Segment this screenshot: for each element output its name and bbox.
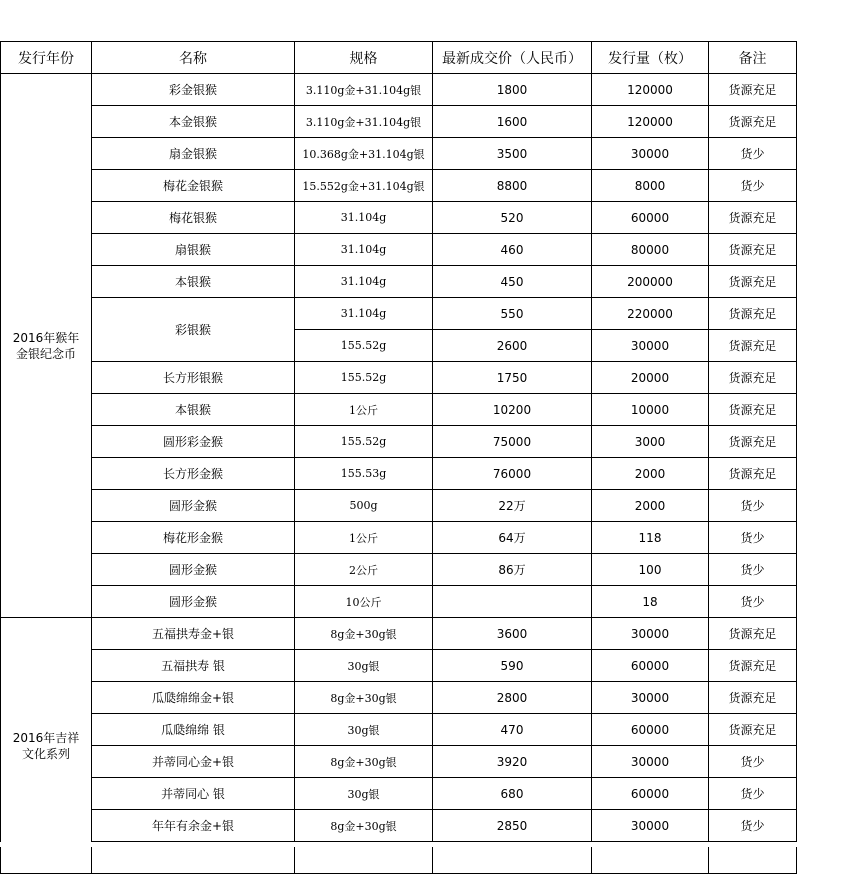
spec-cell: 8g金+30g银 <box>295 618 433 650</box>
coin-name-cell: 梅花形金猴 <box>92 522 295 554</box>
price-cell: 3500 <box>433 138 592 170</box>
spec-cell: 30g银 <box>295 714 433 746</box>
note-cell: 货源充足 <box>709 106 797 138</box>
quantity-cell: 8000 <box>592 170 709 202</box>
table-row <box>1 138 797 170</box>
quantity-cell: 100 <box>592 554 709 586</box>
price-cell: 86万 <box>433 554 592 586</box>
table-row <box>1 394 797 426</box>
coin-name-cell: 彩金银猴 <box>92 74 295 106</box>
table-row <box>1 746 797 778</box>
price-cell: 1600 <box>433 106 592 138</box>
spec-cell: 30g银 <box>295 650 433 682</box>
coin-name-cell: 本银猴 <box>92 394 295 426</box>
quantity-cell: 60000 <box>592 202 709 234</box>
table-row <box>1 74 797 106</box>
note-cell: 货少 <box>709 554 797 586</box>
quantity-cell: 18 <box>592 586 709 618</box>
price-cell: 10200 <box>433 394 592 426</box>
year-group-line2: 金银纪念币 <box>15 346 76 361</box>
year-group-cell <box>1 618 92 874</box>
quantity-cell: 80000 <box>592 234 709 266</box>
table-row <box>1 618 797 650</box>
note-cell: 货少 <box>709 490 797 522</box>
price-cell: 460 <box>433 234 592 266</box>
table-row <box>1 202 797 234</box>
spec-cell: 31.104g <box>295 266 433 298</box>
price-cell: 22万 <box>433 490 592 522</box>
year-group-line2: 文化系列 <box>21 746 70 761</box>
header-row <box>1 42 797 74</box>
header-year: 发行年份 <box>1 42 92 74</box>
spec-cell: 31.104g <box>295 234 433 266</box>
quantity-cell: 30000 <box>592 330 709 362</box>
note-cell: 货少 <box>709 746 797 778</box>
note-cell: 货源充足 <box>709 458 797 490</box>
quantity-cell: 3000 <box>592 426 709 458</box>
coin-name-cell: 长方形银猴 <box>92 362 295 394</box>
header-name: 名称 <box>92 42 295 74</box>
note-cell: 货源充足 <box>709 682 797 714</box>
price-cell: 520 <box>433 202 592 234</box>
price-cell: 2800 <box>433 682 592 714</box>
spec-cell: 8g金+30g银 <box>295 746 433 778</box>
quantity-cell: 30000 <box>592 618 709 650</box>
coin-name-cell: 年年有余金+银 <box>92 810 295 842</box>
quantity-cell: 118 <box>592 522 709 554</box>
quantity-cell: 120000 <box>592 106 709 138</box>
spec-cell: 500g <box>295 490 433 522</box>
price-cell: 64万 <box>433 522 592 554</box>
spec-cell: 155.52g <box>295 426 433 458</box>
table-row <box>1 362 797 394</box>
price-cell: 3600 <box>433 618 592 650</box>
coin-name-cell: 扇银猴 <box>92 234 295 266</box>
coin-name-cell: 五福拱寿金+银 <box>92 618 295 650</box>
quantity-cell: 2000 <box>592 490 709 522</box>
spec-cell: 3.110g金+31.104g银 <box>295 106 433 138</box>
note-cell: 货源充足 <box>709 426 797 458</box>
table-row <box>1 298 797 330</box>
table-row <box>1 234 797 266</box>
coin-name-cell: 本银猴 <box>92 266 295 298</box>
coin-name-cell: 梅花金银猴 <box>92 170 295 202</box>
coin-name-cell: 瓜瓞绵绵 银 <box>92 714 295 746</box>
price-cell: 680 <box>433 778 592 810</box>
quantity-cell: 20000 <box>592 362 709 394</box>
coin-name-cell: 本金银猴 <box>92 106 295 138</box>
note-cell: 货源充足 <box>709 618 797 650</box>
year-group-line1: 2016年猴年 <box>12 330 80 345</box>
table-row <box>1 586 797 618</box>
quantity-cell: 60000 <box>592 778 709 810</box>
quantity-cell: 60000 <box>592 650 709 682</box>
quantity-cell: 120000 <box>592 74 709 106</box>
coin-name-cell: 梅花银猴 <box>92 202 295 234</box>
coin-name-cell: 彩银猴 <box>92 298 295 362</box>
table-row <box>1 426 797 458</box>
table-row <box>1 714 797 746</box>
table-row <box>1 170 797 202</box>
year-group-cell <box>1 74 92 618</box>
table-row <box>1 490 797 522</box>
table-row <box>1 106 797 138</box>
price-cell: 2600 <box>433 330 592 362</box>
quantity-cell: 10000 <box>592 394 709 426</box>
quantity-cell: 30000 <box>592 138 709 170</box>
spec-cell: 155.52g <box>295 330 433 362</box>
note-cell: 货源充足 <box>709 234 797 266</box>
note-cell: 货少 <box>709 170 797 202</box>
spec-cell: 31.104g <box>295 298 433 330</box>
header-spec: 规格 <box>295 42 433 74</box>
price-cell: 450 <box>433 266 592 298</box>
price-cell: 1750 <box>433 362 592 394</box>
quantity-cell: 2000 <box>592 458 709 490</box>
price-cell: 470 <box>433 714 592 746</box>
quantity-cell: 30000 <box>592 810 709 842</box>
table-row <box>1 266 797 298</box>
spec-cell: 155.53g <box>295 458 433 490</box>
spec-cell: 1公斤 <box>295 394 433 426</box>
table-row <box>1 554 797 586</box>
note-cell: 货源充足 <box>709 362 797 394</box>
table-row <box>1 650 797 682</box>
spec-cell: 3.110g金+31.104g银 <box>295 74 433 106</box>
coin-name-cell: 并蒂同心 银 <box>92 778 295 810</box>
note-cell: 货少 <box>709 522 797 554</box>
spec-cell: 155.52g <box>295 362 433 394</box>
note-cell: 货源充足 <box>709 74 797 106</box>
coin-name-cell: 圆形金猴 <box>92 554 295 586</box>
coin-name-cell: 圆形金猴 <box>92 586 295 618</box>
header-price: 最新成交价（人民币） <box>433 42 592 74</box>
spec-cell: 1公斤 <box>295 522 433 554</box>
note-cell: 货少 <box>709 138 797 170</box>
viewport-edge <box>0 842 859 847</box>
coin-name-cell: 瓜瓞绵绵金+银 <box>92 682 295 714</box>
note-cell: 货源充足 <box>709 266 797 298</box>
spec-cell: 10公斤 <box>295 586 433 618</box>
table-body <box>1 74 797 874</box>
note-cell: 货源充足 <box>709 714 797 746</box>
price-cell <box>433 586 592 618</box>
table-row <box>1 682 797 714</box>
note-cell: 货源充足 <box>709 330 797 362</box>
quantity-cell: 200000 <box>592 266 709 298</box>
note-cell: 货少 <box>709 586 797 618</box>
price-cell: 3920 <box>433 746 592 778</box>
quantity-cell: 60000 <box>592 714 709 746</box>
spec-cell: 2公斤 <box>295 554 433 586</box>
note-cell: 货源充足 <box>709 650 797 682</box>
price-cell: 8800 <box>433 170 592 202</box>
spec-cell: 30g银 <box>295 778 433 810</box>
price-cell: 75000 <box>433 426 592 458</box>
note-cell: 货源充足 <box>709 298 797 330</box>
header-quantity: 发行量（枚） <box>592 42 709 74</box>
price-cell: 550 <box>433 298 592 330</box>
year-group-line1: 2016年吉祥 <box>12 730 80 745</box>
table-row <box>1 778 797 810</box>
coin-price-table <box>0 41 797 874</box>
coin-name-cell: 并蒂同心金+银 <box>92 746 295 778</box>
coin-name-cell: 圆形金猴 <box>92 490 295 522</box>
price-cell: 76000 <box>433 458 592 490</box>
price-cell: 590 <box>433 650 592 682</box>
price-cell: 2850 <box>433 810 592 842</box>
note-cell: 货源充足 <box>709 202 797 234</box>
coin-name-cell: 长方形金猴 <box>92 458 295 490</box>
quantity-cell: 30000 <box>592 682 709 714</box>
quantity-cell: 30000 <box>592 746 709 778</box>
table-row <box>1 522 797 554</box>
note-cell: 货少 <box>709 778 797 810</box>
spec-cell: 15.552g金+31.104g银 <box>295 170 433 202</box>
price-cell: 1800 <box>433 74 592 106</box>
spec-cell: 31.104g <box>295 202 433 234</box>
table-row <box>1 810 797 842</box>
note-cell: 货源充足 <box>709 394 797 426</box>
coin-name-cell: 圆形彩金猴 <box>92 426 295 458</box>
spec-cell: 8g金+30g银 <box>295 810 433 842</box>
header-note: 备注 <box>709 42 797 74</box>
spec-cell: 10.368g金+31.104g银 <box>295 138 433 170</box>
note-cell: 货少 <box>709 810 797 842</box>
table-row <box>1 458 797 490</box>
quantity-cell: 220000 <box>592 298 709 330</box>
coin-name-cell: 扇金银猴 <box>92 138 295 170</box>
spec-cell: 8g金+30g银 <box>295 682 433 714</box>
coin-name-cell: 五福拱寿 银 <box>92 650 295 682</box>
